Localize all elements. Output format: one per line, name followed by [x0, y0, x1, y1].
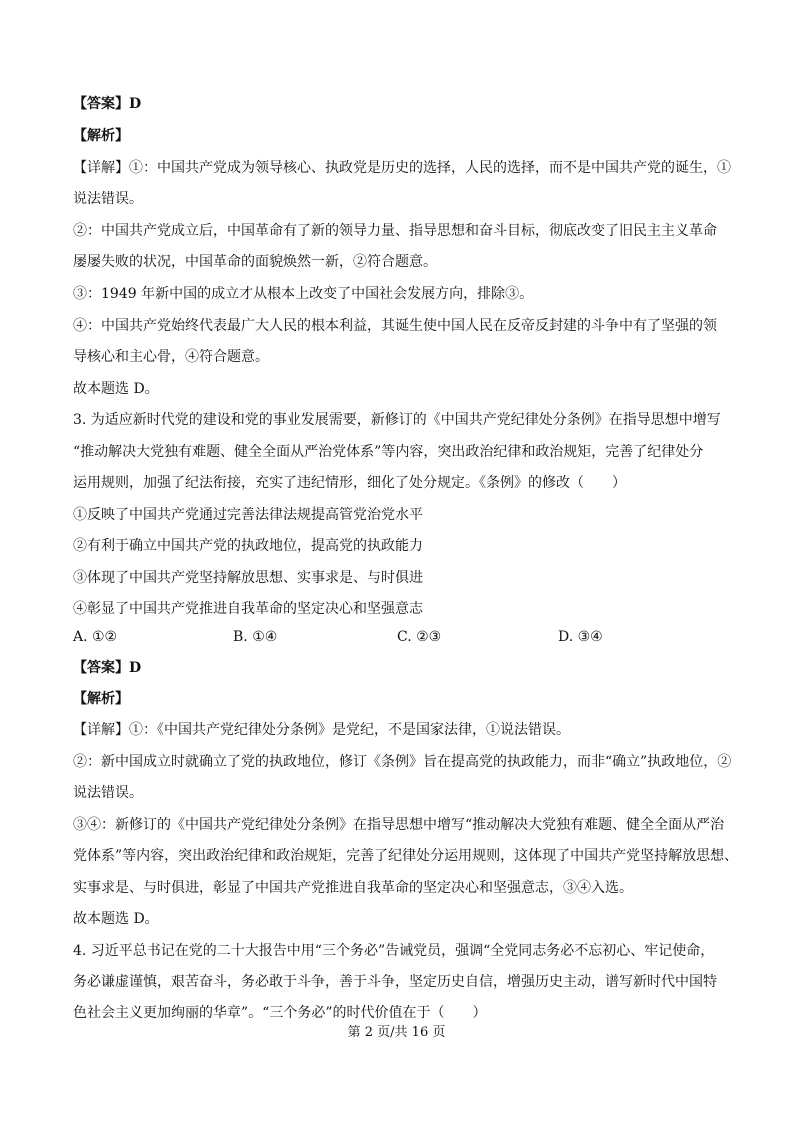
question-4-stem: 务必谦虚谨慎，艰苦奋斗，务必敢于斗争，善于斗争，坚定历史自信，增强历史主动，谱写新时代中国特 [73, 974, 717, 990]
statement-1: ①反映了中国共产党通过完善法律法规提高管党治党水平 [73, 507, 423, 523]
question-3-stem: “推动解决大党独有难题、健全全面从严治党体系”等内容，突出政治纪律和政治规矩，完善了纪律处分 [73, 444, 704, 460]
analysis-label: 【解析】 [73, 691, 129, 707]
detail-line: 【详解】①：《中国共产党纪律处分条例》是党纪，不是国家法律，①说法错误。 [73, 722, 570, 738]
detail-line: ②：中国共产党成立后，中国革命有了新的领导力量、指导思想和奋斗目标，彻底改变了旧民主主义革命 [73, 223, 717, 239]
answer-label: 【答案】D [73, 96, 142, 112]
detail-line: 说法错误。 [73, 191, 143, 207]
question-3-stem: 3. 为适应新时代党的建设和党的事业发展需要，新修订的《中国共产党纪律处分条例》在指导思想中增写 [73, 412, 721, 428]
option-d[interactable]: D. ③④ [558, 629, 603, 645]
option-a[interactable]: A. ①② [73, 629, 118, 645]
question-4-stem: 色社会主义更加绚丽的华章”。“三个务必”的时代价值在于（ ） [73, 1005, 487, 1021]
detail-line: 【详解】①：中国共产党成为领导核心、执政党是历史的选择，人民的选择，而不是中国共产党的诞生，① [73, 160, 731, 176]
statement-4: ④彰显了中国共产党推进自我革命的坚定决心和坚强意志 [73, 601, 423, 617]
detail-line: ③：1949 年新中国的成立才从根本上改变了中国社会发展方向，排除③。 [73, 286, 534, 302]
statement-3: ③体现了中国共产党坚持解放思想、实事求是、与时俱进 [73, 570, 423, 586]
detail-line: ③④：新修订的《中国共产党纪律处分条例》在指导思想中增写“推动解决大党独有难题、健全全面从严治 [73, 817, 725, 833]
detail-line: 说法错误。 [73, 785, 143, 801]
detail-line: 党体系”等内容，突出政治纪律和政治规矩，完善了纪律处分运用规则，这体现了中国共产党坚持解放思想、 [73, 848, 739, 864]
analysis-label: 【解析】 [73, 128, 129, 144]
detail-line: 实事求是、与时俱进，彰显了中国共产党推进自我革命的坚定决心和坚强意志，③④入选。 [73, 880, 633, 896]
option-c[interactable]: C. ②③ [397, 629, 442, 645]
detail-line: 屡屡失败的状况，中国革命的面貌焕然一新，②符合题意。 [73, 254, 437, 270]
option-b[interactable]: B. ①④ [233, 629, 278, 645]
detail-line: 导核心和主心骨，④符合题意。 [73, 349, 269, 365]
statement-2: ②有利于确立中国共产党的执政地位，提高党的执政能力 [73, 538, 423, 554]
question-4-stem: 4. 习近平总书记在党的二十大报告中用“三个务必”告诫党员，强调“全党同志务必不忘初心、牢记使命， [73, 943, 715, 959]
conclusion: 故本题选 D。 [73, 381, 159, 397]
page-footer: 第 2 页/共 16 页 [347, 1025, 446, 1040]
question-3-stem: 运用规则，加强了纪法衔接，充实了违纪情形，细化了处分规定。《条例》的修改（ ） [73, 475, 626, 491]
detail-line: ④：中国共产党始终代表最广大人民的根本利益，其诞生使中国人民在反帝反封建的斗争中有了坚强的领 [73, 318, 717, 334]
answer-label: 【答案】D [73, 660, 142, 676]
conclusion: 故本题选 D。 [73, 911, 159, 927]
detail-line: ②：新中国成立时就确立了党的执政地位，修订《条例》旨在提高党的执政能力，而非“确立”执政地位，② [73, 754, 732, 770]
